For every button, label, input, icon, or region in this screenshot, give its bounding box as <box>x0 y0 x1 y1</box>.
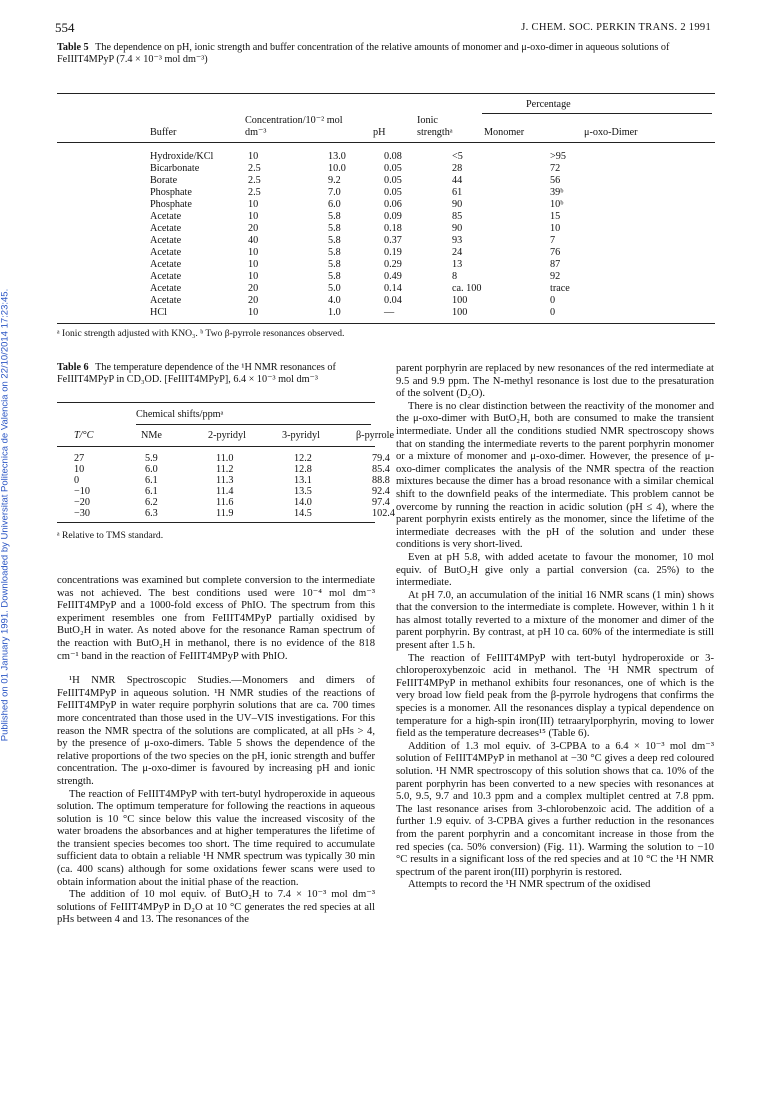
table6-cell: 11.2 <box>216 464 234 475</box>
table6-header-cell: NMe <box>141 430 162 441</box>
table5-cell: 10 <box>248 247 259 258</box>
table5-cell: >95 <box>550 151 566 162</box>
table5-cell: ca. 100 <box>452 283 482 294</box>
table5-cell: 0.49 <box>384 271 402 282</box>
table6-header-cell: 3-pyridyl <box>282 430 320 441</box>
table5-cell: 20 <box>248 295 259 306</box>
table5-cell: 5.8 <box>328 247 341 258</box>
table6-header-rule <box>57 446 375 447</box>
table5-cell: 0.04 <box>384 295 402 306</box>
table5-cell: <5 <box>452 151 463 162</box>
table6-cell: 11.0 <box>216 453 234 464</box>
table5-cell: 10 <box>550 223 561 234</box>
table6-cell: 11.9 <box>216 508 234 519</box>
table5-cell: Acetate <box>150 235 182 246</box>
left-column <box>57 575 375 927</box>
table6-row <box>60 464 432 475</box>
table6-cell: 14.5 <box>294 508 312 519</box>
table5-row <box>150 151 610 163</box>
table5-cell: 0.05 <box>384 187 402 198</box>
table6-caption-label: Table 6 <box>57 362 89 373</box>
table5-cell: 4.0 <box>328 295 341 306</box>
table5-bottom-rule <box>57 323 715 324</box>
table5-cell: 0.14 <box>384 283 402 294</box>
table6-cell: −30 <box>74 508 90 519</box>
table5-cell: 0.05 <box>384 163 402 174</box>
table6-top-rule <box>57 402 375 403</box>
journal-header: J. CHEM. SOC. PERKIN TRANS. 2 1991 <box>521 22 711 33</box>
table6-cell: 0 <box>74 475 80 486</box>
table6-cell: 85.4 <box>372 464 390 475</box>
table5-cell: 9.2 <box>328 175 341 186</box>
table5-cell: 0.06 <box>384 199 402 210</box>
table5-row <box>150 211 610 223</box>
table5-row <box>150 223 610 235</box>
table5-row <box>150 247 610 259</box>
table5-cell: 0.08 <box>384 151 402 162</box>
table5-cell: Acetate <box>150 247 182 258</box>
left-paragraph: The reaction of FeIIIT4MPyP with tert-butyl hydroperoxide in aqueous solution. The optimum temperature for following the reactions in aqueous solution is 10 °C since below this value the increased viscosity of the water broadens the absorbances and at higher temperatures the lifetime of the transient species becomes too short. The time required to accumulate sufficient data to obtain a reliable ¹H NMR spectrum was typically 30 min (ca. 400 scans) although for some oxidations fewer scans were used to obtain information about the initial phase of the reaction. <box>57 788 375 888</box>
table5-cell: 13 <box>452 259 463 270</box>
table5-caption <box>57 42 717 66</box>
table5-row <box>150 307 610 319</box>
table5-cell: 5.8 <box>328 223 341 234</box>
table5-header-buffer: Buffer <box>150 127 177 138</box>
table6-cell: 92.4 <box>372 486 390 497</box>
table5-cell: 90 <box>452 223 463 234</box>
table5-cell: 39ᵇ <box>550 187 564 198</box>
table5-cell: 10 <box>248 259 259 270</box>
table5-top-rule <box>57 93 715 94</box>
table5-cell: Acetate <box>150 295 182 306</box>
table6-cell: 97.4 <box>372 497 390 508</box>
table5-cell: 10.0 <box>328 163 346 174</box>
table6-cell: 10 <box>74 464 85 475</box>
table6-cell: 27 <box>74 453 85 464</box>
table5-cell: Acetate <box>150 223 182 234</box>
table5-cell: 10ᵇ <box>550 199 564 210</box>
table5-cell: 20 <box>248 223 259 234</box>
table5-cell: 87 <box>550 259 561 270</box>
table5-cell: 7.0 <box>328 187 341 198</box>
table6-cell: −10 <box>74 486 90 497</box>
table5-cell: 0.05 <box>384 175 402 186</box>
table5-header-monomer: Monomer <box>484 127 525 138</box>
table6-body <box>60 453 432 519</box>
table5-percentage-rule <box>482 113 712 114</box>
table6-footnote: ᵃ Relative to TMS standard. <box>57 530 164 541</box>
table5-cell: — <box>384 307 395 318</box>
table6-cell: 14.0 <box>294 497 312 508</box>
table5-row <box>150 175 610 187</box>
table6-cell: 6.1 <box>145 475 158 486</box>
table5-row <box>150 235 610 247</box>
table6-row <box>60 508 432 519</box>
table6-cell: 88.8 <box>372 475 390 486</box>
table6-row <box>60 453 432 464</box>
right-column <box>396 363 714 892</box>
table6-group-rule <box>136 424 371 425</box>
table5-caption-text: The dependence on pH, ionic strength and buffer concentration of the relative amounts of monomer and μ-oxo-dimer in aqueous solutions of FeIIIT4MPyP (7.4 × 10⁻³ mol dm⁻³) <box>57 42 670 65</box>
table5-cell: 2.5 <box>248 187 261 198</box>
right-paragraph: Attempts to record the ¹H NMR spectrum of the oxidised <box>408 879 651 891</box>
table6-row <box>60 497 432 508</box>
table6-cell: 102.4 <box>372 508 395 519</box>
table5-cell: 93 <box>452 235 463 246</box>
table6-cell: 79.4 <box>372 453 390 464</box>
table6-cell: 5.9 <box>145 453 158 464</box>
table5-cell: 0.09 <box>384 211 402 222</box>
right-paragraph: Even at pH 5.8, with added acetate to favour the monomer, 10 mol equiv. of ButO₂H give only a partial conversion (ca. 25%) to the intermediate. <box>396 551 714 589</box>
right-paragraph: There is no clear distinction between the reactivity of the monomer and the μ-oxo-dimer with ButO₂H, both are consumed to make the transient intermediate. Under all the conditions studied NMR spectroscopy shows that on standing the intermediate reverts to the parent porphyrin monomer or a mixture of monomer and μ-oxo-dimer. However, the presence of μ-oxo-dimer complicates the analysis of the NMR spectra of the reaction mixtures because the dimer has a broad resonance with a similar chemical shift to the downfield peaks of the intermediate. This problem cannot be overcome by running the reaction in acidic solution (pH ≤ 4), where the parent porphyrin exists entirely as the monomer, since the lifetime of the intermediate decreases with the pH of the solution and under these conditions is very short-lived. <box>396 400 714 551</box>
table6-cell: 11.6 <box>216 497 234 508</box>
table6-cell: 13.5 <box>294 486 312 497</box>
table5-cell: 100 <box>452 307 468 318</box>
table6-group-header: Chemical shifts/ppmᵃ <box>136 409 224 420</box>
table5-cell: 1.0 <box>328 307 341 318</box>
table6-cell: 11.4 <box>216 486 234 497</box>
table5-header-dimer: μ-oxo-Dimer <box>584 127 638 138</box>
table5-cell: Acetate <box>150 211 182 222</box>
table5-cell: 10 <box>248 271 259 282</box>
table6-cell: 6.3 <box>145 508 158 519</box>
table5-cell: 2.5 <box>248 163 261 174</box>
table5-cell: 10 <box>248 199 259 210</box>
table5-cell: 5.8 <box>328 235 341 246</box>
table6-cell: 6.2 <box>145 497 158 508</box>
table5-caption-label: Table 5 <box>57 42 89 53</box>
table5-cell: 5.8 <box>328 211 341 222</box>
table6-header-cell: 2-pyridyl <box>208 430 246 441</box>
table5-cell: 7 <box>550 235 556 246</box>
table5-cell: Borate <box>150 175 178 186</box>
table5-cell: 10 <box>248 307 259 318</box>
left-paragraph: The addition of 10 mol equiv. of ButO₂H to 7.4 × 10⁻³ mol dm⁻³ solutions of FeIIIT4MPyP in D₂O at 10 °C generates the red species at all pHs between 4 and 13. The resonances of the <box>57 889 375 926</box>
table5-cell: Acetate <box>150 259 182 270</box>
table6-header <box>60 430 416 441</box>
left-paragraph: concentrations was examined but complete conversion to the intermediate was not achieved. The best conditions used were 10⁻⁴ mol dm⁻³ FeIIIT4MPyP and a 1000-fold excess of PhIO. The spectrum from this experiment resembles one from FeIIIT4MPyP partially oxidised by ButO₂H in water. As noted above for the resonance Raman spectrum of the reaction with ButO₂H in methanol, there is no evidence of the 818 cm⁻¹ band in the reaction of FeIIIT4MPyP with PhIO. <box>57 575 375 662</box>
table5-cell: 100 <box>452 295 468 306</box>
table5-cell: 10 <box>248 211 259 222</box>
table5-cell: 0.18 <box>384 223 402 234</box>
table5-cell: 6.0 <box>328 199 341 210</box>
table5-cell: 13.0 <box>328 151 346 162</box>
table5-cell: Phosphate <box>150 187 192 198</box>
table5-header-rule <box>57 142 715 143</box>
table5-cell: 8 <box>452 271 458 282</box>
table5-footnote: ᵃ Ionic strength adjusted with KNO₃. ᵇ Two β-pyrrole resonances observed. <box>57 328 345 339</box>
table5-cell: Acetate <box>150 271 182 282</box>
table5-cell: 44 <box>452 175 463 186</box>
right-paragraph: At pH 7.0, an accumulation of the initial 16 NMR scans (1 min) shows that the conversion to the intermediate is complete. However, within 1 h it has almost totally reverted to a mixture of the monomer and dimer of the parent porphyrin. By contrast, at pH 10 ca. 60% of the intermediate is still present after 1.5 h. <box>396 589 714 652</box>
table5-cell: 20 <box>248 283 259 294</box>
table5-cell: 61 <box>452 187 463 198</box>
page-number: 554 <box>55 20 75 35</box>
table6-cell: 12.2 <box>294 453 312 464</box>
table5-cell: 15 <box>550 211 561 222</box>
download-notice-text: Published on 01 January 1991. Downloaded by Universitat Politecnica de Valencia on 22/10/2014 17:23:45. <box>0 288 11 742</box>
table6-row <box>60 475 432 486</box>
right-paragraph: The reaction of FeIIIT4MPyP with tert-butyl hydroperoxide or 3-chloroperoxybenzoic acid in methanol. The ¹H NMR spectrum of FeIIIT4MPyP in methanol exhibits four resonances, one of which is the very broad low field peak from the β-pyrrole hydrogens that confirms the species is a monomer. All the resonances display a typical dependence on temperature for a high-spin iron(III) tetraarylporphyrin, moving to lower field as the temperature decreases¹⁵ (Table 6). <box>396 652 714 740</box>
table6-bottom-rule <box>57 522 375 523</box>
table5-cell: 10 <box>248 151 259 162</box>
table5-cell: 85 <box>452 211 463 222</box>
table5-cell: 28 <box>452 163 463 174</box>
table6-cell: 12.8 <box>294 464 312 475</box>
table5-row <box>150 295 610 307</box>
table6-cell: −20 <box>74 497 90 508</box>
table5-cell: 0.29 <box>384 259 402 270</box>
table5-row <box>150 199 610 211</box>
table6-cell: 11.3 <box>216 475 234 486</box>
table5-cell: 76 <box>550 247 561 258</box>
table5-cell: trace <box>550 283 570 294</box>
table5-cell: 2.5 <box>248 175 261 186</box>
table5-header-percentage: Percentage <box>526 99 571 110</box>
table5-cell: 24 <box>452 247 463 258</box>
table5-cell: 92 <box>550 271 561 282</box>
table5-row <box>150 283 610 295</box>
table6-cell: 13.1 <box>294 475 312 486</box>
table5-row <box>150 163 610 175</box>
table5-cell: Bicarbonate <box>150 163 200 174</box>
table5-row <box>150 187 610 199</box>
left-paragraph: ¹H NMR Spectroscopic Studies.—Monomers and dimers of FeIIIT4MPyP in aqueous solution. ¹H NMR studies of the reactions of FeIIIT4MPyP in water require porphyrin solutions that are ca. 700 times more concentrated than those used in the UV–VIS investigations. For this reason the NMR spectra of the solutions are complicated, at all pHs > 4, by the presence of μ-oxo-dimers. Table 5 shows the dependence of the relative proportions of the two species on the pH, ionic strength and buffer concentration. The μ-oxo-dimer is favoured by increasing pH and ionic strength. <box>57 675 375 787</box>
table5-cell: 56 <box>550 175 561 186</box>
table5-cell: Hydroxide/KCl <box>150 151 214 162</box>
table5-cell: 0 <box>550 295 556 306</box>
table5-cell: 5.8 <box>328 259 341 270</box>
table5-cell: 0.19 <box>384 247 402 258</box>
table5-cell: 0 <box>550 307 556 318</box>
right-paragraph: parent porphyrin are replaced by new resonances of the red intermediate at 9.5 and 9.9 ppm. The N-methyl resonance is lost due to the presaturation of the solvent (D₂O). <box>396 363 714 400</box>
table6-header-cell: T/°C <box>74 430 94 441</box>
table5-cell: Acetate <box>150 283 182 294</box>
table5-cell: 5.0 <box>328 283 341 294</box>
table5-row <box>150 271 610 283</box>
table5-cell: 72 <box>550 163 561 174</box>
table5-cell: Phosphate <box>150 199 192 210</box>
right-paragraph: Addition of 1.3 mol equiv. of 3-CPBA to a 6.4 × 10⁻³ mol dm⁻³ solution of FeIIIT4MPyP in methanol at −30 °C gives a deep red coloured solution. ¹H NMR spectroscopy of this solution shows that ca. 10% of the parent porphyrin has been converted to a new species with resonances at 5.0, 9.5, 9.7 and 10.3 ppm and a complex multiplet centred at 7.8 ppm. The last resonance arises from 3-chlorobenzoic acid. The addition of a further 1.9 equiv. of 3-CPBA gives a further reduction in the resonances from the parent porphyrin and a concomitant increase in those from the red species (ca. 50% conversion) (Fig. 11). Warming the solution to −10 °C results in a significant loss of the red species and at 10 °C the ¹H NMR spectrum of the parent iron(III) porphyrin is restored. <box>396 740 714 878</box>
table5-row <box>150 259 610 271</box>
table6-caption-text: The temperature dependence of the ¹H NMR resonances of FeIIIT4MPyP in CD₃OD. [FeIIIT4MPyP], 6.4 × 10⁻³ mol dm⁻³ <box>57 362 336 385</box>
table5-header-ionic: Ionic strengthᵃ <box>417 115 453 138</box>
table6-cell: 6.1 <box>145 486 158 497</box>
table5-header <box>57 99 715 147</box>
table5-header-ph: pH <box>373 127 386 138</box>
table5-header-conc: Concentration/10⁻² mol dm⁻³ <box>245 115 343 138</box>
table5-cell: 90 <box>452 199 463 210</box>
download-notice <box>0 288 14 742</box>
table5-body <box>150 151 610 319</box>
table6-cell: 6.0 <box>145 464 158 475</box>
table5-cell: 0.37 <box>384 235 402 246</box>
table6-caption <box>57 362 375 386</box>
table6-row <box>60 486 432 497</box>
table5-cell: 5.8 <box>328 271 341 282</box>
table5-cell: HCl <box>150 307 167 318</box>
table5-cell: 40 <box>248 235 259 246</box>
table6-header-row <box>60 430 416 441</box>
table6-header-cell: β-pyrrole <box>356 430 394 441</box>
